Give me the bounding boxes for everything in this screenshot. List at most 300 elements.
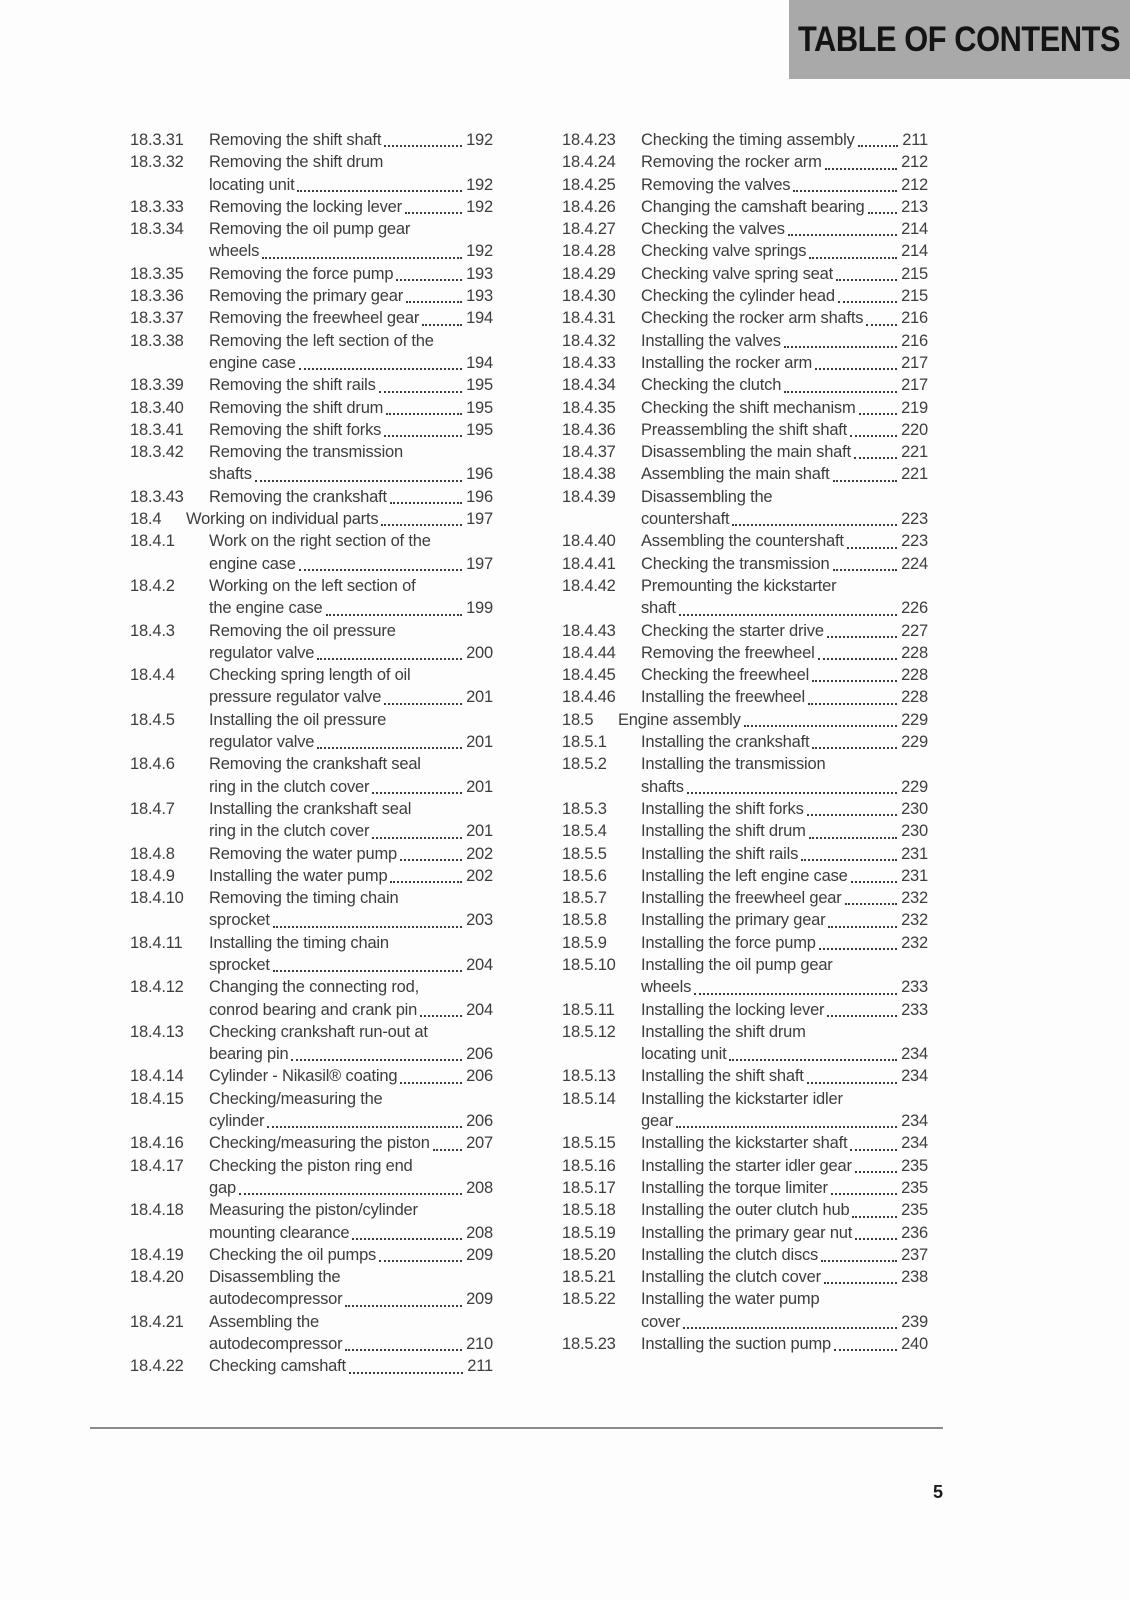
toc-entry-number: 18.5.14 [562, 1089, 616, 1108]
toc-entry-title [641, 887, 928, 909]
toc-entry-page: 223 [901, 532, 928, 551]
toc-entry [130, 218, 493, 263]
dot-leader [825, 168, 897, 170]
dot-leader [801, 859, 897, 861]
toc-entry [562, 709, 928, 731]
page-title: TABLE OF CONTENTS [798, 19, 1121, 59]
toc-entry-page: 201 [466, 688, 493, 707]
toc-entry [130, 530, 493, 575]
toc-entry [130, 753, 493, 798]
toc-entry-title [641, 798, 928, 820]
toc-entry-title [641, 240, 928, 262]
toc-entry-last-line [209, 1288, 493, 1310]
toc-entry-title-line: Installing the shift forks [641, 799, 804, 818]
toc-entry-last-line [641, 865, 928, 887]
toc-entry-page: 200 [466, 643, 493, 662]
toc-entry-last-line [641, 1199, 928, 1221]
dot-leader [400, 859, 462, 861]
toc-entry-last-line [209, 909, 493, 931]
dot-leader [299, 569, 462, 571]
toc-entry-page: 219 [901, 398, 928, 417]
toc-entry-number: 18.4.14 [130, 1067, 184, 1086]
toc-entry-last-line [641, 642, 928, 664]
dot-leader [262, 257, 462, 259]
toc-entry-last-line [641, 508, 928, 530]
toc-entry [130, 285, 493, 307]
toc-entry-title-line: Premounting the kickstarter [641, 576, 837, 595]
toc-entry-last-line [209, 1043, 493, 1065]
toc-entry-last-line [618, 709, 928, 731]
toc-entry-title [209, 1199, 493, 1244]
toc-entry-page: 238 [901, 1268, 928, 1287]
toc-entry-page: 233 [901, 978, 928, 997]
toc-entry-number: 18.5.20 [562, 1245, 616, 1264]
toc-entry-last-line [186, 508, 493, 530]
toc-entry-title-line: Installing the shift shaft [641, 1067, 804, 1086]
toc-entry-number: 18.4.38 [562, 465, 616, 484]
toc-entry-last-line [641, 843, 928, 865]
toc-entry-last-line [209, 686, 493, 708]
toc-entry-number: 18.4.13 [130, 1022, 184, 1041]
toc-entry-page: 211 [467, 1357, 493, 1376]
toc-entry-title-line: Removing the shift shaft [209, 131, 382, 149]
toc-entry-title-line: Removing the primary gear [209, 287, 403, 306]
toc-entry-page: 195 [466, 398, 493, 417]
toc-entry-title-line: Checking camshaft [209, 1357, 346, 1376]
toc-entry-title [641, 1088, 928, 1133]
toc-entry [130, 1155, 493, 1200]
dot-leader [379, 1260, 462, 1262]
dot-leader [858, 145, 899, 147]
toc-entry-title-line: Checking the valves [641, 220, 785, 239]
dot-leader [854, 457, 897, 459]
toc-entry-title-line: Installing the left engine case [641, 866, 848, 885]
toc-entry-last-line [641, 776, 928, 798]
toc-entry-number: 18.5 [562, 710, 594, 729]
toc-entry-page: 221 [901, 443, 928, 462]
toc-entry-page: 224 [901, 554, 928, 573]
dot-leader [834, 1349, 897, 1351]
toc-entry-title-line: pressure regulator valve [209, 688, 382, 707]
toc-entry [562, 843, 928, 865]
toc-entry-number: 18.5.19 [562, 1223, 616, 1242]
toc-entry-number: 18.4.21 [130, 1312, 184, 1331]
dot-leader [420, 1015, 462, 1017]
toc-entry-title [641, 218, 928, 240]
dot-leader [868, 212, 898, 214]
toc-entry [562, 620, 928, 642]
toc-entry-last-line [641, 530, 928, 552]
dot-leader [676, 1126, 897, 1128]
toc-entry-last-line [641, 664, 928, 686]
toc-entry-number: 18.3.41 [130, 420, 184, 439]
toc-entry-title [209, 1355, 493, 1377]
dot-leader [833, 569, 898, 571]
toc-entry-title-line: regulator valve [209, 643, 315, 662]
toc-entry-title-line: ring in the clutch cover [209, 777, 370, 796]
toc-entry-last-line [641, 330, 928, 352]
toc-entry-page: 230 [901, 799, 928, 818]
toc-entry-title-line: Disassembling the main shaft [641, 443, 851, 462]
toc-entry-title [209, 397, 493, 419]
dot-leader [297, 190, 462, 192]
dot-leader [824, 1282, 897, 1284]
toc-entry-number: 18.4.31 [562, 309, 616, 328]
toc-entry [130, 976, 493, 1021]
toc-entry [562, 1199, 928, 1221]
toc-entry [562, 374, 928, 396]
toc-entry-page: 215 [901, 287, 928, 306]
toc-entry-number: 18.4.18 [130, 1201, 184, 1220]
toc-entry-title [209, 932, 493, 977]
toc-entry-last-line [641, 1244, 928, 1266]
toc-entry-last-line [209, 374, 493, 396]
toc-entry-number: 18.5.1 [562, 733, 607, 752]
toc-entry-page: 196 [466, 487, 493, 506]
dot-leader [386, 413, 462, 415]
toc-entry-title [209, 1266, 493, 1311]
toc-entry-title [209, 263, 493, 285]
toc-entry-page: 192 [466, 197, 493, 216]
toc-entry-last-line [641, 174, 928, 196]
toc-entry-last-line [641, 240, 928, 262]
dot-leader [352, 1238, 462, 1240]
toc-entry-last-line [209, 597, 493, 619]
toc-entry-number: 18.4.20 [130, 1268, 184, 1287]
dot-leader [239, 1193, 462, 1195]
toc-entry-title [641, 1065, 928, 1087]
toc-entry-title [641, 553, 928, 575]
toc-entry-title-line: Installing the shift drum [641, 822, 806, 841]
toc-entry-page: 214 [901, 220, 928, 239]
toc-entry-last-line [641, 976, 928, 998]
toc-entry-page: 239 [901, 1312, 928, 1331]
toc-entry-page: 231 [901, 844, 928, 863]
toc-entry-last-line [209, 1222, 493, 1244]
toc-entry-title [641, 909, 928, 931]
toc-entry-number: 18.4.8 [130, 844, 175, 863]
toc-entry-number: 18.4.9 [130, 866, 175, 885]
toc-entry-title-line: Checking the shift mechanism [641, 398, 856, 417]
toc-entry-last-line [209, 1355, 493, 1377]
toc-entry-number: 18.4.6 [130, 755, 175, 774]
toc-entry-title-line: Removing the crankshaft seal [209, 755, 421, 774]
toc-entry-page: 232 [901, 889, 928, 908]
toc-entry [130, 709, 493, 754]
dot-leader [812, 680, 897, 682]
dot-leader [833, 480, 898, 482]
toc-entry-title-line: Checking the cylinder head [641, 287, 835, 306]
dot-leader [819, 948, 897, 950]
toc-entry-last-line [641, 419, 928, 441]
toc-entry-title [641, 1155, 928, 1177]
toc-entry-title-line: Checking the freewheel [641, 666, 810, 685]
toc-entry [130, 1244, 493, 1266]
toc-entry-last-line [641, 463, 928, 485]
toc-entry-page: 229 [901, 777, 928, 796]
toc-entry [562, 263, 928, 285]
toc-entry-page: 196 [466, 465, 493, 484]
toc-entry-title-line: Removing the water pump [209, 844, 397, 863]
toc-entry [562, 1088, 928, 1133]
toc-entry-title [641, 731, 928, 753]
toc-entry-title-line: Checking the starter drive [641, 621, 824, 640]
dot-leader [850, 1149, 897, 1151]
toc-entry-last-line [641, 1333, 928, 1355]
toc-entry-title-line: cover [641, 1312, 681, 1331]
toc-entry-title-line: Installing the primary gear [641, 911, 826, 930]
toc-entry-number: 18.5.4 [562, 822, 607, 841]
toc-entry-page: 229 [901, 733, 928, 752]
dot-leader [372, 792, 462, 794]
toc-entry-title [641, 865, 928, 887]
toc-entry-number: 18.4.23 [562, 131, 616, 149]
toc-entry-last-line [641, 218, 928, 240]
toc-entry-title-line: Working on individual parts [186, 510, 379, 529]
toc-entry-title [641, 196, 928, 218]
dot-leader [687, 792, 897, 794]
toc-entry [562, 419, 928, 441]
toc-entry-page: 213 [901, 197, 928, 216]
toc-entry-title [641, 642, 928, 664]
toc-entry-title-line: cylinder [209, 1112, 265, 1131]
toc-entry-number: 18.4.42 [562, 576, 616, 595]
toc-entry-title-line: Installing the kickstarter idler [641, 1089, 843, 1108]
toc-entry-title [641, 486, 928, 531]
toc-entry-title [209, 285, 493, 307]
toc-entry-number: 18.4.40 [562, 532, 616, 551]
toc-entry-number: 18.4.46 [562, 688, 616, 707]
toc-entry-number: 18.4.28 [562, 242, 616, 261]
toc-entry-page: 193 [466, 264, 493, 283]
dot-leader [831, 1193, 897, 1195]
toc-entry-title-line: Changing the camshaft bearing [641, 197, 865, 216]
toc-entry-title-line: Checking spring length of oil [209, 666, 411, 685]
toc-entry-title [209, 129, 493, 151]
toc-entry [130, 1311, 493, 1356]
toc-entry-title-line: wheels [641, 978, 692, 997]
toc-entry-page: 195 [466, 376, 493, 395]
toc-entry-title [641, 1222, 928, 1244]
toc-entry [562, 575, 928, 620]
toc-entry-title-line: Removing the shift forks [209, 420, 382, 439]
toc-entry-number: 18.4.33 [562, 353, 616, 372]
toc-entry-page: 206 [466, 1067, 493, 1086]
toc-entry [562, 196, 928, 218]
toc-entry-last-line [209, 1333, 493, 1355]
toc-entry-page: 202 [466, 844, 493, 863]
toc-entry-title [209, 620, 493, 665]
toc-entry-number: 18.5.9 [562, 933, 607, 952]
toc-entry-title-line: Cylinder - Nikasil® coating [209, 1067, 398, 1086]
toc-entry-number: 18.3.32 [130, 153, 184, 172]
toc-entry [562, 731, 928, 753]
toc-entry [130, 486, 493, 508]
toc-entry [130, 508, 493, 530]
toc-entry-title-line: Checking the transmission [641, 554, 830, 573]
toc-entry-page: 233 [901, 1000, 928, 1019]
toc-entry-title-line: autodecompressor [209, 1290, 343, 1309]
dot-leader [390, 881, 462, 883]
toc-entry-number: 18.5.5 [562, 844, 607, 863]
dot-leader [784, 391, 897, 393]
toc-entry-title [641, 932, 928, 954]
toc-entry-title-line: Assembling the [209, 1312, 320, 1331]
toc-entry-last-line [641, 1043, 928, 1065]
toc-entry-page: 234 [901, 1112, 928, 1131]
toc-entry [562, 218, 928, 240]
toc-entry-page: 235 [901, 1201, 928, 1220]
toc-entry-title-line: Installing the freewheel [641, 688, 805, 707]
dot-leader [815, 368, 897, 370]
toc-entry [562, 1177, 928, 1199]
toc-entry [562, 240, 928, 262]
toc-entry-title [209, 374, 493, 396]
toc-entry-title-line: Installing the kickstarter shaft [641, 1134, 848, 1153]
toc-entry-number: 18.4.10 [130, 889, 184, 908]
toc-entry-title-line: gap [209, 1178, 236, 1197]
toc-entry-title-line: Installing the valves [641, 331, 781, 350]
dot-leader [372, 837, 462, 839]
dot-leader [694, 993, 897, 995]
toc-entry-title-line: sprocket [209, 955, 270, 974]
toc-entry-last-line [641, 441, 928, 463]
toc-entry-number: 18.5.11 [562, 1000, 615, 1019]
toc-entry-page: 204 [466, 955, 493, 974]
toc-entry-last-line [641, 1110, 928, 1132]
toc-entry-title [641, 419, 928, 441]
toc-entry [130, 1065, 493, 1087]
footer-page-number: 5 [932, 1482, 943, 1502]
toc-entry-title-line: Installing the shift rails [641, 844, 799, 863]
toc-entry-number: 18.3.35 [130, 264, 184, 283]
toc-entry-page: 231 [901, 866, 928, 885]
toc-entry-title-line: Removing the oil pump gear [209, 220, 411, 239]
toc-entry-page: 215 [901, 264, 928, 283]
toc-entry-number: 18.5.6 [562, 866, 607, 885]
dot-leader [396, 279, 462, 281]
toc-entry-number: 18.3.39 [130, 376, 184, 395]
dot-leader [809, 257, 897, 259]
toc-entry-page: 232 [901, 911, 928, 930]
toc-entry-page: 194 [466, 309, 493, 328]
toc-entry-title-line: Checking valve spring seat [641, 264, 833, 283]
toc-entry [562, 129, 928, 151]
toc-entry-title [641, 463, 928, 485]
dot-leader [836, 279, 897, 281]
toc-entry-number: 18.4.44 [562, 643, 616, 662]
toc-entry-title [641, 1333, 928, 1355]
toc-entry-number: 18.3.33 [130, 197, 184, 216]
toc-entry-last-line [641, 196, 928, 218]
toc-entry-title [209, 307, 493, 329]
toc-entry-title-line: Removing the locking lever [209, 197, 402, 216]
toc-entry-title-line: Installing the force pump [641, 933, 816, 952]
dot-leader [384, 435, 462, 437]
toc-column-left [130, 129, 493, 1378]
toc-entry-title [209, 218, 493, 263]
toc-entry-last-line [209, 285, 493, 307]
toc-entry-last-line [641, 1065, 928, 1087]
dot-leader [345, 1305, 462, 1307]
toc-entry-title-line: Assembling the main shaft [641, 465, 830, 484]
toc-entry-last-line [641, 731, 928, 753]
toc-entry [562, 530, 928, 552]
toc-entry-last-line [641, 263, 928, 285]
toc-entry-title-line: conrod bearing and crank pin [209, 1000, 418, 1019]
dot-leader [273, 970, 462, 972]
toc-entry-title-line: Checking valve springs [641, 242, 807, 261]
dot-leader [859, 413, 898, 415]
toc-entry-last-line [209, 1065, 493, 1087]
toc-entry-number: 18.5.21 [562, 1268, 616, 1287]
toc-entry-title [641, 620, 928, 642]
toc-entry-title [641, 1177, 928, 1199]
toc-entry-last-line [641, 1177, 928, 1199]
toc-entry-number: 18.5.15 [562, 1134, 616, 1153]
toc-entry-last-line [209, 1110, 493, 1132]
toc-entry-last-line [209, 196, 493, 218]
dot-leader [379, 391, 462, 393]
toc-entry-last-line [641, 151, 928, 173]
toc-entry-page: 214 [901, 242, 928, 261]
toc-entry-title [641, 174, 928, 196]
toc-entry-number: 18.3.42 [130, 443, 184, 462]
toc-entry-last-line [209, 820, 493, 842]
toc-entry-page: 226 [901, 599, 928, 618]
toc-entry-title-line: Checking/measuring the [209, 1089, 383, 1108]
toc-entry-title [209, 530, 493, 575]
toc-entry [562, 1244, 928, 1266]
toc-entry-page: 217 [901, 376, 928, 395]
toc-entry-page: 234 [901, 1045, 928, 1064]
toc-entry-title [641, 330, 928, 352]
toc-entry [562, 1333, 928, 1355]
toc-entry [562, 865, 928, 887]
toc-entry [562, 1021, 928, 1066]
toc-entry [130, 1199, 493, 1244]
toc-entry-title-line: Checking the rocker arm shafts [641, 309, 864, 328]
dot-leader [317, 658, 462, 660]
toc-entry-page: 202 [466, 866, 493, 885]
toc-entry-page: 194 [466, 353, 493, 372]
toc-entry-number: 18.5.23 [562, 1335, 616, 1354]
dot-leader [827, 636, 897, 638]
toc-entry-page: 192 [466, 242, 493, 261]
toc-entry-title-line: Removing the crankshaft [209, 487, 387, 506]
toc-entry-title-line: shafts [641, 777, 684, 796]
toc-entry-number: 18.4.7 [130, 799, 175, 818]
toc-entry [130, 441, 493, 486]
toc-entry [562, 909, 928, 931]
toc-entry-page: 216 [901, 309, 928, 328]
toc-entry-title [209, 1065, 493, 1087]
dot-leader [847, 547, 897, 549]
toc-entry-last-line [641, 597, 928, 619]
toc-entry-number: 18.4.24 [562, 153, 616, 172]
toc-entry-number: 18.4.43 [562, 621, 616, 640]
toc-entry-title [209, 1021, 493, 1066]
toc-entry-title [641, 307, 928, 329]
toc-entry-number: 18.5.13 [562, 1067, 616, 1086]
dot-leader [851, 881, 897, 883]
toc-entry-last-line [209, 419, 493, 441]
toc-entry-title-line: the engine case [209, 599, 323, 618]
toc-entry-title [209, 1155, 493, 1200]
toc-entry-title [641, 441, 928, 463]
toc-entry-title-line: autodecompressor [209, 1335, 343, 1354]
toc-entry [130, 887, 493, 932]
